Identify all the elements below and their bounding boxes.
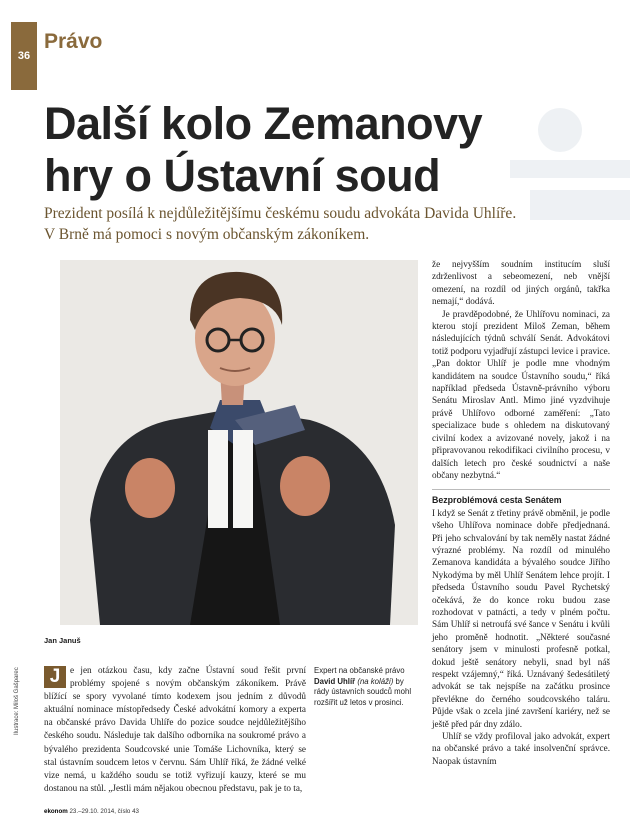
paragraph: že nejvyšším soudním institucím sluší zdrženlivost a sebeomezení, neb vnější omezení, na rozdíl od jiných orgánů, takřka nemají,“ dodává. — [432, 259, 610, 307]
headline-line-1: Další kolo Zemanovy — [44, 98, 483, 149]
headline-line-2: hry o Ústavní soud — [44, 150, 441, 201]
lead-paragraph — [44, 203, 604, 245]
paragraph: Je pravděpodobné, že Uhlířovu nominaci, za kterou stojí prezident Miloš Zeman, během následujících týdnů schválí Senát. Advokátovi totiž podporu vyjadřují zástupci levice i pravice. „Pan doktor Uhlíř je podle mne vhodným kandidátem na soudce Ústavního soudu,“ říká například předseda Ústavně-právního výboru Senátu Miroslav Antl. Mimo jiné vyzdvihuje právě Uhlířovo odborné zaměření: „Tato specializace bude s ohledem na diskutovaný civilní kodex a avizované novely, jakož i na připravovanou rekodifikaci civilního procesu, v dalších letech pro české soudnictví a naše občany nezbytná.“ — [432, 308, 610, 480]
page-number: 36 — [11, 22, 37, 90]
photo-caption — [314, 666, 418, 708]
headline — [44, 98, 604, 202]
page-footer — [44, 808, 139, 815]
footer-brand: ekonom — [44, 808, 68, 815]
caption-text-1: Expert na občanské právo — [314, 666, 405, 675]
lead-line-2: V Brně má pomoci s novým občanským zákoníkem. — [44, 226, 370, 243]
section-title: Právo — [44, 30, 103, 53]
paragraph: Uhlíř se vždy profiloval jako advokát, expert na občanské právo a také insolvenční správce. Naopak ústavním — [432, 731, 610, 766]
collage-photo — [60, 260, 418, 625]
body-column-right — [432, 258, 610, 767]
drop-cap: J — [44, 666, 66, 688]
body-column-left — [44, 664, 306, 795]
paragraph: I když se Senát z třetiny právě obměnil, je podle všeho Uhlířova nominace dobře předjednaná. Při jeho schvalování by tak neměly nastat žádné výrazné problémy. Na rozdíl od minulého Zemanova kandidáta a bývalého soudce Jiřího Nykodýma by měl Uhlíř Senátem lehce projít. I předseda Ústavního soudu Pavel Rychetský očekává, že do konce roku budou zase rozhodovat v patnácti, a tedy v plném počtu. Sám Uhlíř si netroufá své šance v Senátu i kvůli jeho proměně hodnotit. „Některé současné senátory jsem v minulosti profesně potkal, dokud ještě senátory nebyli, snad byl náš respekt vzájemný,“ říká. Uznávaný šedesátiletý advokát se tak nejspíše na začátku prosince převlékne do černého soudcovského taláru. Půjde však o zcela jiné završení kariéry, než se ještě před pár dny zdálo. — [432, 507, 610, 729]
footer-issue: 23.–29.10. 2014, číslo 43 — [69, 808, 139, 815]
author-credit: Jan Januš — [44, 636, 81, 645]
man-in-robe-illustration — [60, 260, 418, 625]
illustration-credit: Ilustrace: Miloš Gašparec — [14, 667, 20, 735]
caption-text-2: by rády ústavních soudců mohl rozšířit už letos v prosinci. — [314, 676, 412, 707]
lead-line-1: Prezident posílá k nejdůležitějšímu českému soudu advokáta Davida Uhlíře. — [44, 205, 517, 222]
caption-name: David Uhlíř — [314, 676, 356, 686]
body-left-text: e jen otázkou času, kdy začne Ústavní soud řešit první problémy spojené s novým občanským zákoníkem. Právě blížící se spory vyvolané tímto kodexem jsou jedním z důvodů aktuální nominace místopředsedy České advokátní komory a experta na občanské právo Davida Uhlíře do pozice soudce nejdůležitějšího českého soudu. Následuje tak dalšího odborníka na soukromé právo a bývalého prezidenta Soudcovské unie Tomáše Lichovníka, který se stal ústavním soudcem letos v červnu. Sám Uhlíř říká, že žádné velké vize nemá, u každého soudu se totiž vyřizují kauzy, které se mu dostanou na stůl. „Jestli mám nějakou obecnou představu, pak je to ta, — [44, 665, 306, 793]
caption-collage-note: (na koláži) — [357, 676, 394, 686]
subheading: Bezproblémová cesta Senátem — [432, 489, 610, 506]
